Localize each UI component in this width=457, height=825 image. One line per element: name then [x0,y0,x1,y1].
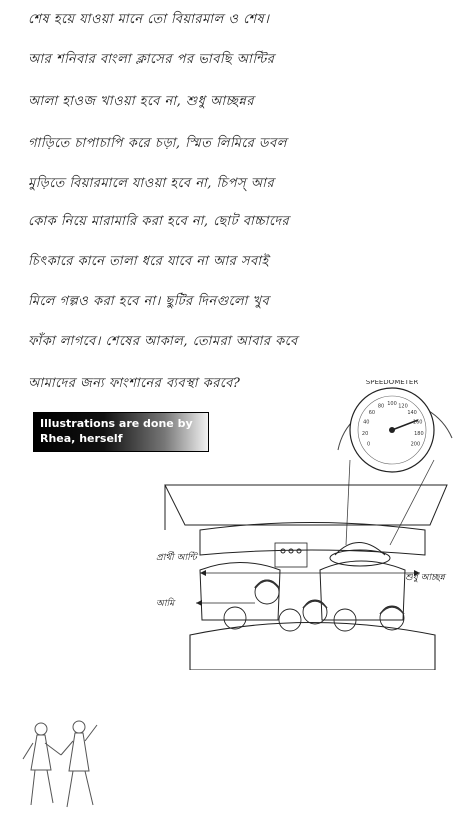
text-line: আমাদের জন্য ফাংশানের ব্যবস্থা করবে? [28,376,241,391]
car-interior-drawing [160,380,457,670]
speedometer-tick-label: 160 [412,419,423,426]
label-right: শুধু আচ্ছন্ন [405,573,445,583]
speedometer-tick-label: 40 [363,419,370,426]
text-line: শেষ হয়ে যাওয়া মানে তো বিয়ারমাল ও শেষ। [28,12,270,27]
speedometer-tick-label: 60 [368,409,376,416]
dancing-figures-illustration [15,715,105,820]
text-line: কোক নিয়ে মারামারি করা হবে না, ছোট বাচ্চাদের [28,214,290,229]
text-line: মিলে গল্পও করা হবে না। ছুটির দিনগুলো খুব [28,294,270,309]
speedometer-tick-label: 120 [398,403,408,410]
speedometer [338,380,452,472]
label-left-upper: প্রার্থী আন্টি [156,553,197,563]
speedometer-label: SPEEDOMETER [365,380,419,386]
speedometer-tick-label: 0 [367,441,371,448]
text-line: গাড়িতে চাপাচাপি করে চড়া, স্মিত লিমিরে ডবল [28,136,287,151]
text-line: আর শনিবার বাংলা ক্লাসের পর ভাবছি আন্টির [28,52,275,67]
speedometer-tick-label: 80 [377,403,385,410]
speedometer-tick-label: 200 [410,441,421,448]
text-line: আলা হাওজ খাওয়া হবে না, শুধু আচ্ছন্নর [28,94,254,109]
speedometer-tick-label: 20 [361,430,369,437]
dancing-figures-drawing [15,715,105,820]
illustration-credit-text: Illustrations are done by Rhea, herself [40,417,193,445]
text-line: ফাঁকা লাগবে। শেষের আকাল, তোমরা আবার কবে [28,334,298,349]
text-line: মুড়িতে বিয়ারমালে যাওয়া হবে না, চিপস্‌ আর [28,176,275,191]
car-interior-illustration [160,380,457,670]
speedometer-tick-label: 100 [387,401,397,407]
text-line: চিৎকারে কানে তালা ধরে যাবে না আর সবাই [28,254,269,269]
label-left-lower: আমি [156,599,175,609]
speedometer-tick-label: 180 [414,430,424,437]
speedometer-tick-label: 140 [407,409,417,416]
